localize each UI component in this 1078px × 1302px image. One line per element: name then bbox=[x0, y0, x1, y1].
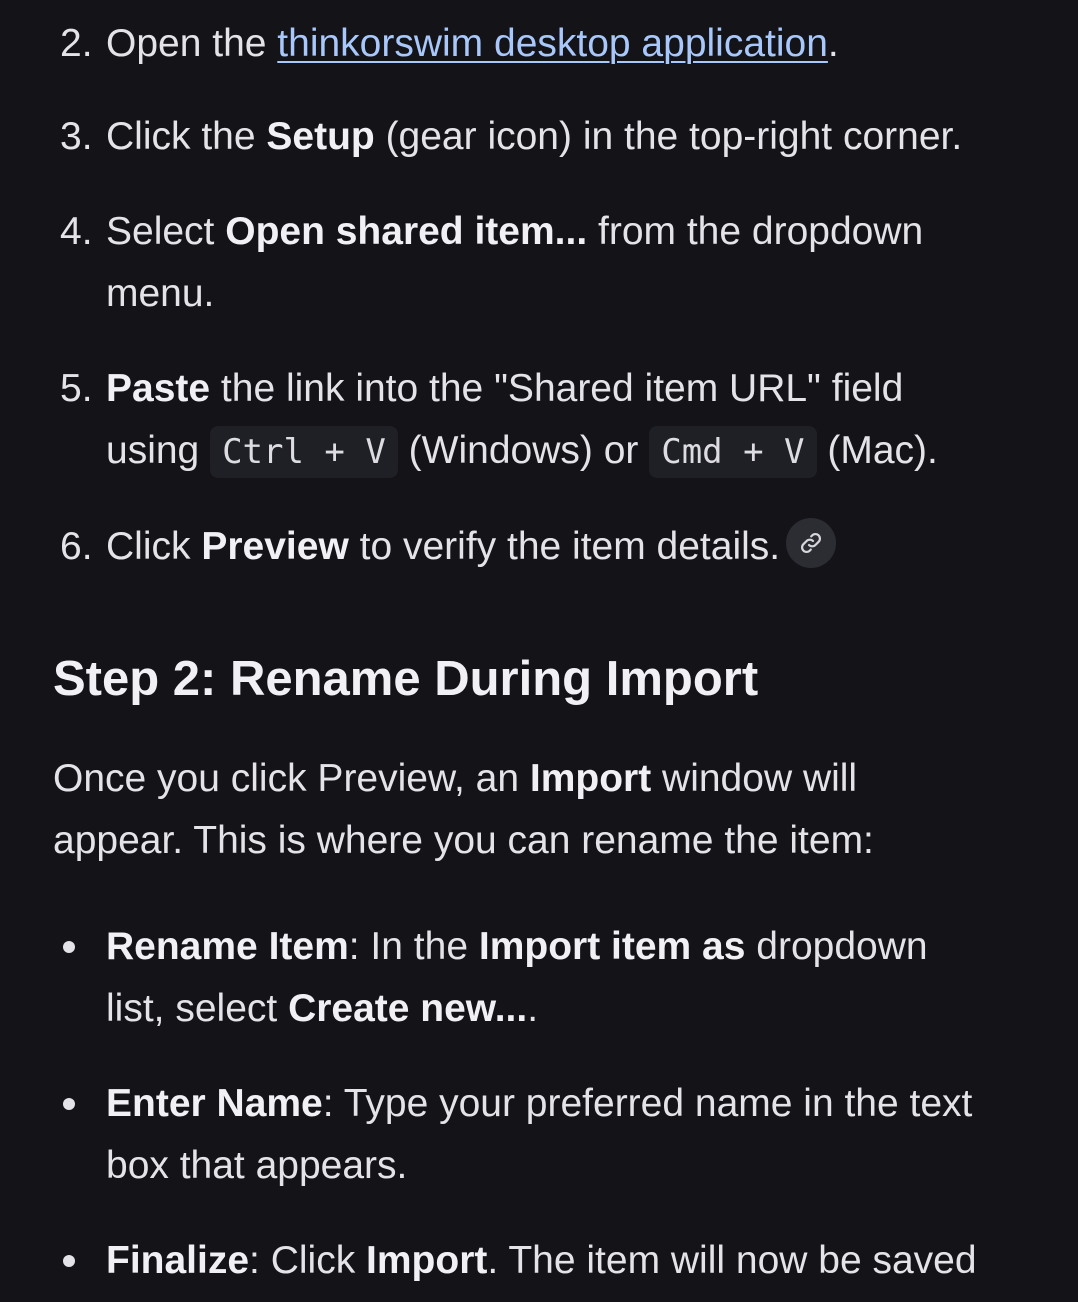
citation-link-button[interactable] bbox=[786, 518, 836, 568]
bullet-dot bbox=[63, 1255, 75, 1267]
bullet-dot bbox=[63, 941, 75, 953]
list-number: 3. bbox=[60, 115, 93, 158]
list-item-text: Click Preview to verify the item details. bbox=[106, 516, 1046, 578]
bullet-dot bbox=[63, 1098, 75, 1110]
bullet-text: Rename Item: In the Import item as dropdown list, select Create new.... bbox=[106, 925, 928, 1030]
list-number: 6. bbox=[60, 525, 93, 568]
bullet-text: Finalize: Click Import. The item will now be saved bbox=[106, 1239, 977, 1282]
list-number: 4. bbox=[60, 210, 93, 253]
list-item-text: Open the thinkorswim desktop application. bbox=[106, 22, 839, 65]
list-item-text: Click the Setup (gear icon) in the top-right corner. bbox=[106, 115, 963, 158]
link-icon bbox=[799, 531, 823, 555]
inline-code-cmd-v: Cmd + V bbox=[649, 426, 816, 478]
list-item-text: Select Open shared item... from the dropdown menu. bbox=[106, 210, 924, 315]
section-heading: Step 2: Rename During Import bbox=[53, 652, 759, 706]
list-number: 5. bbox=[60, 367, 93, 410]
thinkorswim-link[interactable]: thinkorswim desktop application bbox=[277, 22, 828, 65]
bullet-text: Enter Name: Type your preferred name in the text box that appears. bbox=[106, 1082, 973, 1187]
section-paragraph: Once you click Preview, an Import window will appear. This is where you can rename the item: bbox=[53, 757, 874, 862]
list-number: 2. bbox=[60, 22, 93, 65]
inline-code-ctrl-v: Ctrl + V bbox=[210, 426, 398, 478]
list-item-text: Paste the link into the "Shared item URL" field using Ctrl + V (Windows) or Cmd + V (Mac). bbox=[106, 358, 966, 483]
